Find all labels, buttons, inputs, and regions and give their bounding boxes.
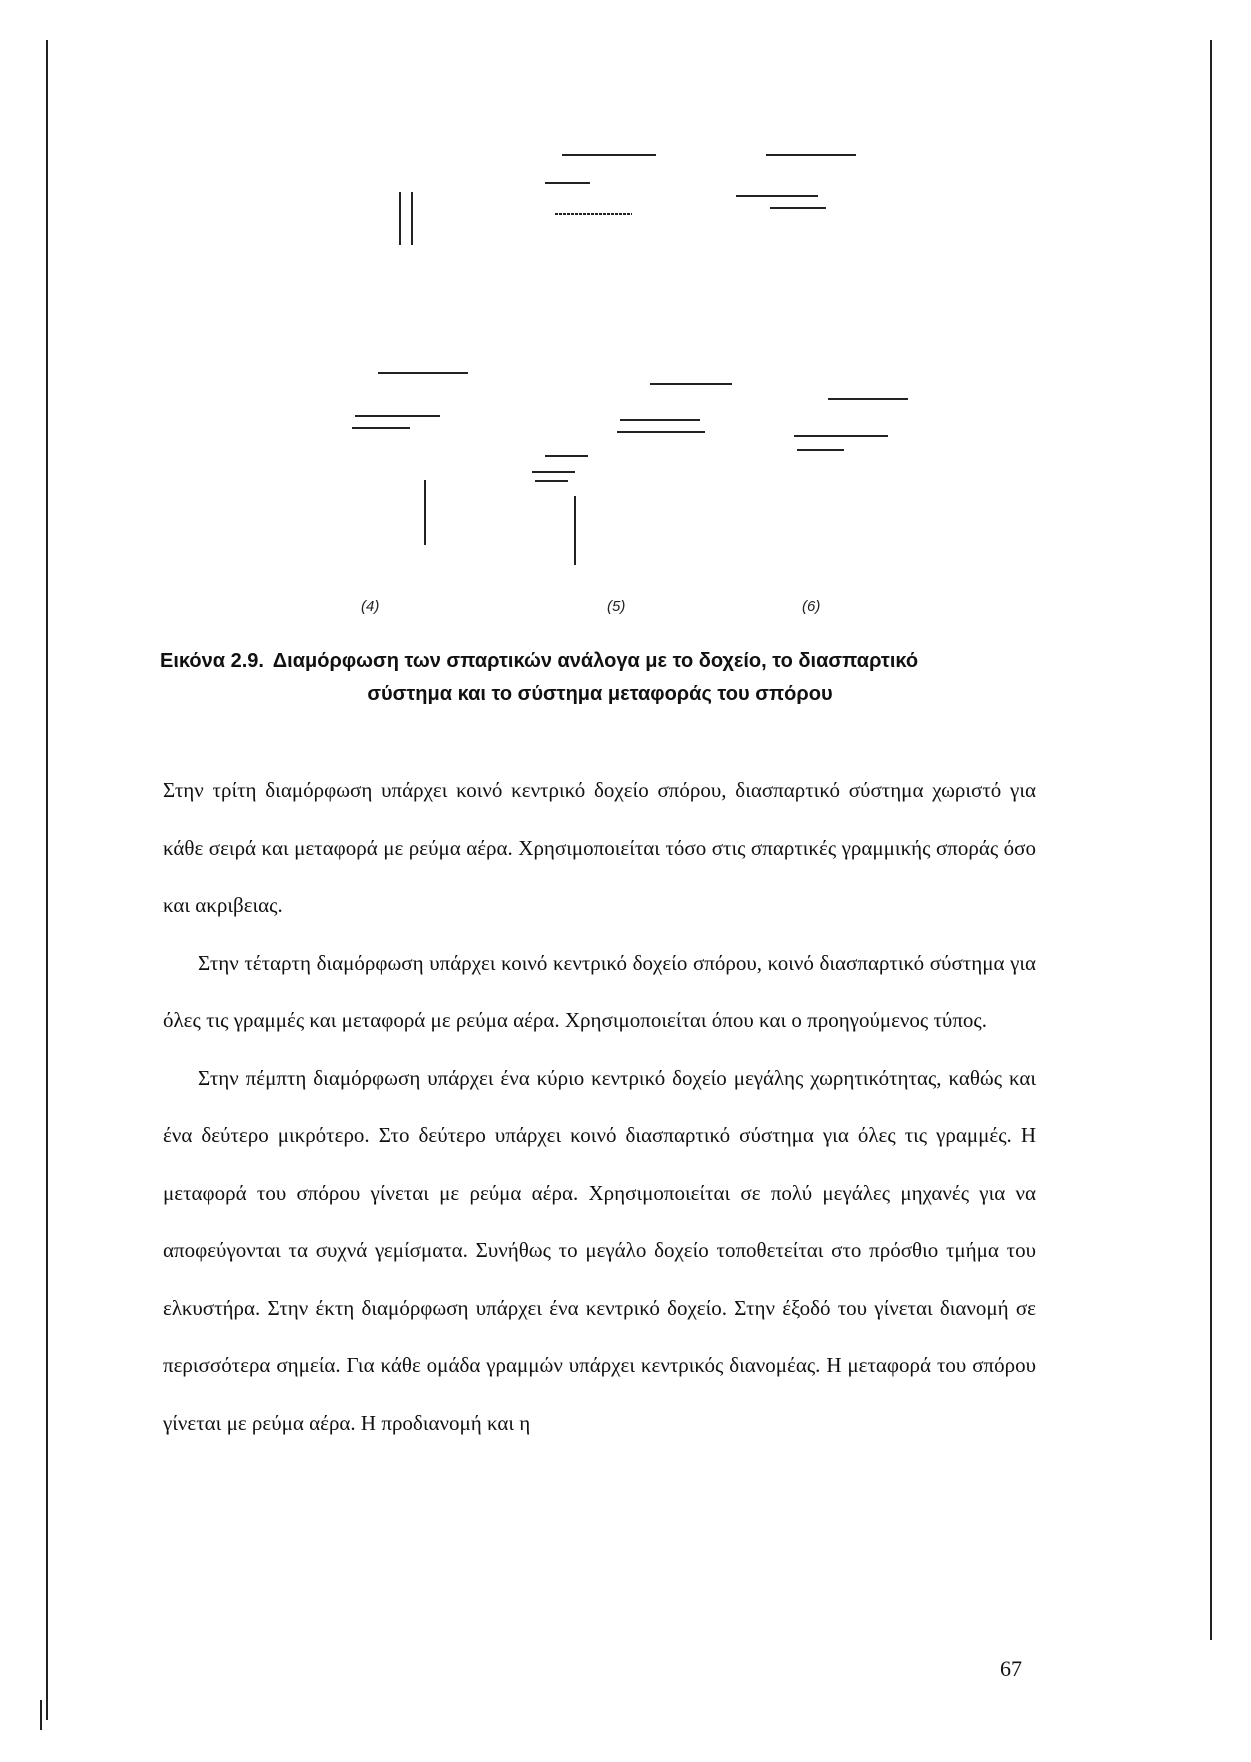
- figure-label-6: (6): [802, 598, 821, 615]
- figure-caption: [160, 645, 1080, 711]
- figure-label-5: (5): [607, 598, 626, 615]
- page-number: 67: [1000, 1656, 1022, 1681]
- figure-label-4: (4): [361, 598, 380, 615]
- body-text: [163, 762, 1036, 1452]
- paragraph-3: Στην πέμπτη διαμόρφωση υπάρχει ένα κύριο κεντρικό δοχείο μεγάλης χωρητικότητας, καθώς και ένα δεύτερο μικρότερο. Στο δεύτερο υπάρχει κοινό διασπαρτικό σύστημα για όλες τις γραμμές. Η μεταφορά του σπόρου γίνεται με ρεύμα αέρα. Χρησιμοποιείται σε πολύ μεγάλες μηχανές για να αποφεύγονται τα συχνά γεμίσματα. Συνήθως το μεγάλο δοχείο τοποθετείται στο πρόσθιο τμήμα του ελκυστήρα. Στην έκτη διαμόρφωση υπάρχει ένα κεντρικό δοχείο. Στην έξοδό του γίνεται διανομή σε περισσότερα σημεία. Για κάθε ομάδα γραμμών υπάρχει κεντρικός διανομέας. Η μεταφορά του σπόρου γίνεται με ρεύμα αέρα. Η προδιανομή και η: [163, 1065, 1036, 1435]
- seeder-configurations-figure: [0, 0, 1251, 640]
- caption-line-1: [160, 645, 1080, 678]
- paragraph-2: Στην τέταρτη διαμόρφωση υπάρχει κοινό κεντρικό δοχείο σπόρου, κοινό διασπαρτικό σύστημα για όλες τις γραμμές και μεταφορά με ρεύμα αέρα. Χρησιμοποιείται όπου και ο προηγούμενος τύπος.: [163, 950, 1036, 1032]
- caption-number: Εικόνα 2.9.: [160, 650, 264, 672]
- caption-text-1: Διαμόρφωση των σπαρτικών ανάλογα με το δοχείο, το διασπαρτικό: [272, 650, 919, 672]
- figure-line-art: [0, 0, 1251, 640]
- paragraph-1: Στην τρίτη διαμόρφωση υπάρχει κοινό κεντρικό δοχείο σπόρου, διασπαρτικό σύστημα χωριστό για κάθε σειρά και μεταφορά με ρεύμα αέρα. Χρησιμοποιείται τόσο στις σπαρτικές γραμμικής σποράς όσο και ακριβειας.: [163, 778, 1036, 917]
- caption-text-2: σύστημα και το σύστημα μεταφοράς του σπόρου: [367, 683, 833, 705]
- scan-border-left-bottom: [40, 1700, 42, 1730]
